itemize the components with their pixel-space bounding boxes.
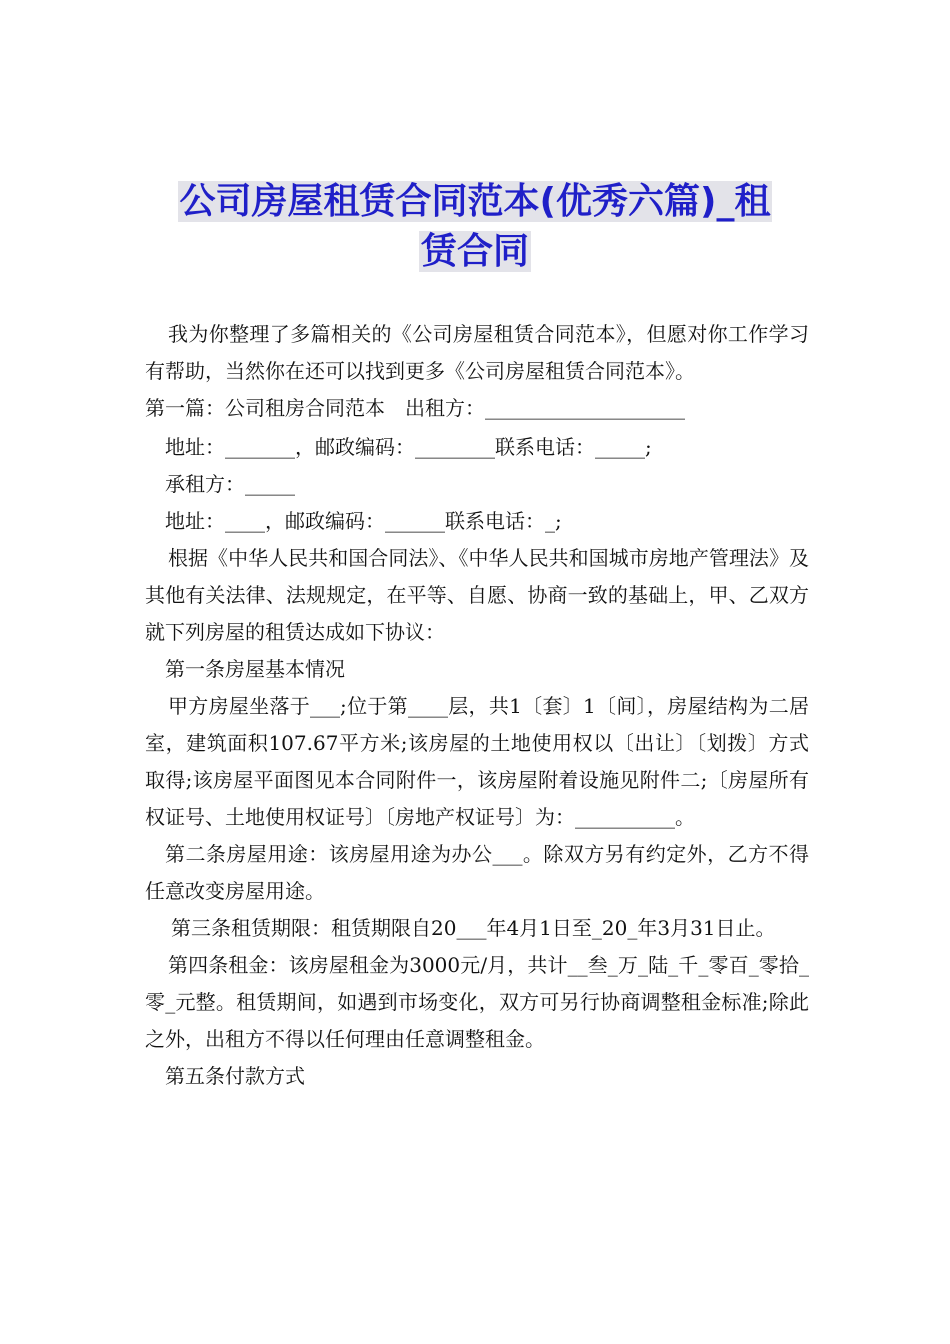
lessor-address-line: 地址：_______，邮政编码：________联系电话：_____; — [165, 435, 652, 459]
lessee-address-line: 地址：____，邮政编码：______联系电话：_; — [165, 509, 562, 533]
legal-basis-paragraph: 根据《中华人民共和国合同法》、《中华人民共和国城市房地产管理法》及其他有关法律、法规规定，在平等、自愿、协商一致的基础上，甲、乙双方就下列房屋的租赁达成如下协议： — [145, 546, 809, 644]
document-title-line-1: 公司房屋租赁合同范本(优秀六篇)_租 — [179, 181, 771, 222]
section-one-heading: 第一篇：公司租房合同范本 出租方：____________________ — [145, 396, 685, 420]
document-title-line-2: 赁合同 — [420, 231, 529, 272]
article-one-heading: 第一条房屋基本情况 — [165, 657, 345, 681]
article-five-heading: 第五条付款方式 — [165, 1064, 305, 1088]
article-four-paragraph: 第四条租金：该房屋租金为3000元/月，共计__叁_万_陆_千_零百_零拾_零_元整。租赁期间，如遇到市场变化，双方可另行协商调整租金标准;除此之外，出租方不得以任何理由任意调整租金。 — [145, 953, 809, 1051]
article-one-paragraph: 甲方房屋坐落于___;位于第____层，共1〔套〕1〔间〕，房屋结构为二居室，建筑面积107.67平方米;该房屋的土地使用权以〔出让〕〔划拨〕方式取得;该房屋平面图见本合同附件一，该房屋附着设施见附件二;〔房屋所有权证号、土地使用权证号〕〔房地产权证号〕为：__________。 — [145, 694, 809, 829]
article-two-paragraph: 第二条房屋用途：该房屋用途为办公___。除双方另有约定外，乙方不得任意改变房屋用途。 — [145, 842, 809, 903]
lessee-line: 承租方：_____ — [165, 472, 295, 496]
intro-paragraph: 我为你整理了多篇相关的《公司房屋租赁合同范本》，但愿对你工作学习有帮助，当然你在还可以找到更多《公司房屋租赁合同范本》。 — [145, 322, 809, 383]
document-body — [145, 316, 809, 1095]
article-three-paragraph: 第三条租赁期限：租赁期限自20___年4月1日至_20_年3月31日止。 — [171, 916, 776, 940]
